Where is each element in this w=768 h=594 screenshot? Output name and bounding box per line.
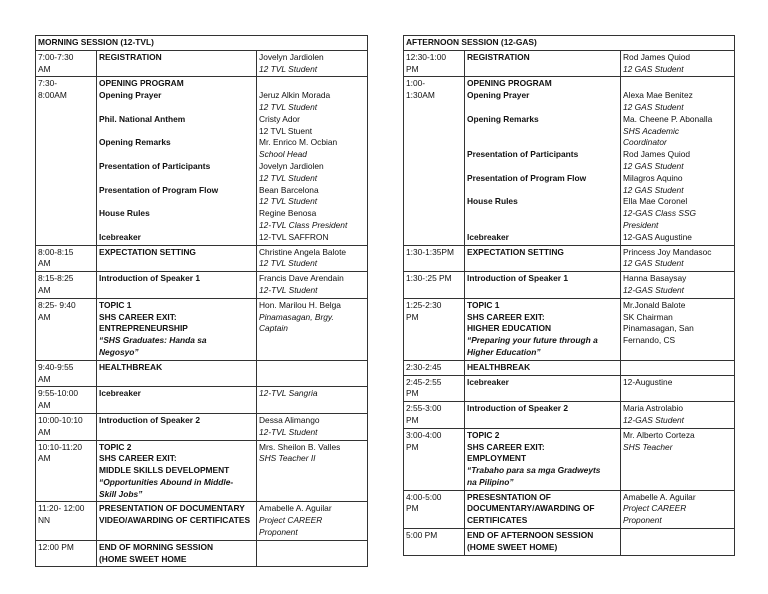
time-cell	[36, 413, 97, 440]
person-text: 12 GAS Student	[623, 101, 684, 112]
time-text: 9:55-10:00	[38, 388, 79, 399]
activity-cell	[465, 50, 621, 77]
activity-text: PRESENTATION OF DOCUMENTARY	[99, 503, 245, 514]
schedule-row	[36, 77, 368, 245]
time-cell	[36, 540, 97, 567]
activity-cell	[97, 440, 257, 502]
activity-text: Introduction of Speaker 1	[467, 273, 568, 284]
activity-text: Higher Education”	[467, 346, 541, 357]
person-text: Francis Dave Arendain	[259, 273, 344, 284]
time-cell	[404, 490, 465, 528]
spacer	[259, 335, 365, 347]
person-cell	[257, 413, 368, 440]
time-text: 11:20- 12:00	[38, 503, 85, 514]
spacer	[467, 161, 618, 173]
time-text: 7:00-7:30	[38, 51, 74, 62]
person-text: Pinamasagan, San	[623, 323, 694, 334]
activity-text: SHS CAREER EXIT:	[99, 453, 177, 464]
morning-session-title: MORNING SESSION (12-TVL)	[36, 36, 368, 51]
activity-text: (HOME SWEET HOME)	[467, 541, 558, 552]
spacer	[259, 489, 365, 501]
time-text: 1:30AM	[406, 90, 435, 101]
activity-cell	[465, 360, 621, 375]
time-text: AM	[38, 284, 51, 295]
schedule-row	[36, 440, 368, 502]
time-text: 2:30-2:45	[406, 361, 442, 372]
schedule-row	[36, 360, 368, 387]
activity-text: Presentation of Program Flow	[99, 184, 219, 195]
person-cell	[257, 245, 368, 272]
activity-text: Icebreaker	[99, 388, 141, 399]
spacer	[467, 137, 618, 149]
person-text: 12-TVL Student	[259, 284, 318, 295]
activity-text: (HOME SWEET HOME	[99, 553, 187, 564]
time-text: PM	[406, 388, 419, 399]
time-text: PM	[406, 63, 419, 74]
schedule-row	[404, 402, 735, 429]
person-text: 12 TVL Student	[259, 258, 318, 269]
time-text: 1:30-1:35PM	[406, 246, 454, 257]
spacer	[259, 477, 365, 489]
person-text: Fernando, CS	[623, 335, 676, 346]
person-cell	[257, 540, 368, 567]
spacer	[99, 64, 254, 76]
person-text: 12-Augustine	[623, 376, 673, 387]
activity-cell	[465, 428, 621, 490]
person-text: Maria Astrolabio	[623, 403, 684, 414]
person-text: Project CAREER	[623, 503, 687, 514]
time-cell	[404, 428, 465, 490]
afternoon-session-title: AFTERNOON SESSION (12-GAS)	[404, 36, 735, 51]
person-text: Amabelle A. Aguilar	[259, 503, 332, 514]
activity-text: TOPIC 1	[99, 299, 132, 310]
activity-text: OPENING PROGRAM	[467, 78, 552, 89]
person-text: 12-GAS Augustine	[623, 231, 692, 242]
person-text: Milagros Aquino	[623, 172, 683, 183]
activity-text: SHS CAREER EXIT:	[467, 311, 545, 322]
spacer	[99, 196, 254, 208]
spacer	[467, 208, 618, 220]
spacer	[99, 285, 254, 297]
person-text: Project CAREER	[259, 515, 323, 526]
person-text: 12 GAS Student	[623, 63, 684, 74]
afternoon-rows	[404, 50, 735, 555]
person-cell	[621, 428, 735, 490]
activity-text: SHS CAREER EXIT:	[467, 441, 545, 452]
spacer	[259, 465, 365, 477]
activity-cell	[97, 245, 257, 272]
person-text: Jovelyn Jardiolen	[259, 160, 324, 171]
activity-cell	[465, 375, 621, 402]
person-cell	[621, 50, 735, 77]
activity-text: MIDDLE SKILLS DEVELOPMENT	[99, 465, 230, 476]
activity-text: Phil. National Anthem	[99, 113, 186, 124]
time-cell	[404, 77, 465, 245]
spacer	[259, 554, 365, 566]
time-text: 8:00-8:15	[38, 246, 74, 257]
person-text: 12 GAS Student	[623, 184, 684, 195]
spacer	[259, 347, 365, 359]
time-cell	[404, 529, 465, 556]
person-text: Jovelyn Jardiolen	[259, 51, 324, 62]
person-cell	[621, 77, 735, 245]
person-text: 12 TVL Student	[259, 63, 318, 74]
activity-text: OPENING PROGRAM	[99, 78, 184, 89]
activity-cell	[97, 413, 257, 440]
spacer	[467, 415, 618, 427]
person-text: 12 TVL Student	[259, 196, 318, 207]
time-text: 10:00-10:10	[38, 414, 83, 425]
time-text: NN	[38, 515, 51, 526]
morning-session-table	[35, 35, 368, 567]
spacer	[99, 527, 254, 539]
time-cell	[36, 360, 97, 387]
spacer	[623, 453, 732, 465]
time-text: 9:40-9:55	[38, 361, 74, 372]
person-text: 12 GAS Student	[623, 258, 684, 269]
activity-text: Opening Remarks	[99, 137, 171, 148]
activity-cell	[97, 502, 257, 540]
person-text	[259, 78, 365, 90]
schedule-row	[404, 529, 735, 556]
person-text: Pinamasagan, Brgy.	[259, 311, 334, 322]
time-text: 5:00 PM	[406, 530, 438, 541]
person-text: Ma. Cheene P. Abonalla	[623, 113, 713, 124]
time-text: PM	[406, 414, 419, 425]
person-cell	[621, 375, 735, 402]
time-text: AM	[38, 258, 51, 269]
spacer	[623, 477, 732, 489]
activity-cell	[465, 77, 621, 245]
activity-cell	[97, 298, 257, 360]
time-cell	[404, 402, 465, 429]
person-text: Mr. Enrico M. Ocbian	[259, 137, 338, 148]
person-cell	[257, 298, 368, 360]
person-text: Coordinator	[623, 137, 667, 148]
schedule-row	[404, 298, 735, 360]
time-cell	[36, 502, 97, 540]
spacer	[467, 126, 618, 138]
activity-text: Presentation of Participants	[99, 160, 211, 171]
person-cell	[621, 402, 735, 429]
activity-text: Opening Prayer	[99, 90, 162, 101]
activity-text: Presentation of Participants	[467, 149, 579, 160]
spacer	[623, 542, 732, 554]
activity-text: Opening Prayer	[467, 90, 530, 101]
spacer	[467, 64, 618, 76]
time-text: 3:00-4:00	[406, 429, 442, 440]
activity-text: Opening Remarks	[467, 113, 539, 124]
time-text: 2:45-2:55	[406, 376, 442, 387]
schedule-row	[36, 50, 368, 77]
activity-text: HIGHER EDUCATION	[467, 323, 552, 334]
activity-cell	[97, 540, 257, 567]
person-cell	[257, 387, 368, 414]
person-text: School Head	[259, 149, 307, 160]
time-text: 10:10-11:20	[38, 441, 83, 452]
schedule-row	[404, 360, 735, 375]
activity-text: “Trabaho para sa mga Gradweyts	[467, 465, 601, 476]
time-cell	[404, 50, 465, 77]
spacer	[467, 285, 618, 297]
schedule-row	[36, 387, 368, 414]
schedule-row	[404, 272, 735, 299]
time-text: 1:00-	[406, 78, 426, 89]
time-text: AM	[38, 311, 51, 322]
afternoon-session-table	[403, 35, 735, 556]
time-text: PM	[406, 441, 419, 452]
time-text: 1:25-2:30	[406, 299, 442, 310]
person-text: Hanna Basaysay	[623, 273, 687, 284]
activity-text: “SHS Graduates: Handa sa	[99, 335, 207, 346]
time-text: 2:55-3:00	[406, 403, 442, 414]
person-text: Proponent	[259, 527, 298, 538]
spacer	[623, 347, 732, 359]
schedule-row	[404, 428, 735, 490]
activity-cell	[97, 50, 257, 77]
activity-cell	[97, 360, 257, 387]
activity-text: END OF AFTERNOON SESSION	[467, 530, 594, 541]
person-text: 12 TVL Student	[259, 101, 318, 112]
schedule-row	[404, 50, 735, 77]
activity-text: Skill Jobs”	[99, 488, 143, 499]
person-text: Princess Joy Mandasoc	[623, 246, 712, 257]
activity-cell	[465, 245, 621, 272]
activity-text: HEALTHBREAK	[99, 361, 163, 372]
spacer	[467, 258, 618, 270]
activity-text: “Opportunities Abound in Middle-	[99, 476, 234, 487]
person-text	[623, 78, 732, 90]
person-text: 12-GAS Class SSG	[623, 208, 697, 219]
schedule-row	[36, 272, 368, 299]
person-text: Mrs. Sheilon B. Valles	[259, 441, 341, 452]
person-text: SHS Teacher	[623, 441, 673, 452]
activity-text: EXPECTATION SETTING	[467, 246, 564, 257]
person-text: Rod James Quiod	[623, 51, 691, 62]
time-text: PM	[406, 311, 419, 322]
person-cell	[621, 529, 735, 556]
person-text: SHS Academic	[623, 125, 680, 136]
person-text: Hon. Marilou H. Belga	[259, 299, 341, 310]
schedule-row	[36, 245, 368, 272]
activity-text: REGISTRATION	[99, 51, 162, 62]
time-text: 8:25- 9:40	[38, 299, 76, 310]
activity-text: Introduction of Speaker 2	[99, 414, 200, 425]
person-text: Mr.Jonald Balote	[623, 299, 686, 310]
person-text: SHS Teacher II	[259, 453, 316, 464]
time-cell	[36, 298, 97, 360]
spacer	[99, 102, 254, 114]
person-text: 12-TVL Class President	[259, 219, 348, 230]
activity-text: END OF MORNING SESSION	[99, 541, 214, 552]
activity-text: CERTIFICATES	[467, 515, 528, 526]
activity-cell	[465, 272, 621, 299]
person-text: Rod James Quiod	[623, 149, 691, 160]
activity-cell	[97, 77, 257, 245]
activity-text: House Rules	[467, 196, 518, 207]
schedule-row	[404, 245, 735, 272]
person-text: Mr. Alberto Corteza	[623, 429, 695, 440]
activity-text: TOPIC 2	[99, 441, 132, 452]
person-text: 12-TVL Sangria	[259, 388, 318, 399]
time-text: AM	[38, 400, 51, 411]
activity-cell	[465, 529, 621, 556]
person-text: Jeruz Alkin Morada	[259, 90, 331, 101]
person-text: 12-TVL SAFFRON	[259, 231, 329, 242]
activity-text: Introduction of Speaker 1	[99, 273, 200, 284]
person-text: Alexa Mae Benitez	[623, 90, 693, 101]
person-cell	[257, 77, 368, 245]
activity-cell	[465, 402, 621, 429]
spacer	[99, 173, 254, 185]
person-text: 12-GAS Student	[623, 414, 684, 425]
person-text: Ella Mae Coronel	[623, 196, 688, 207]
person-cell	[257, 440, 368, 502]
schedule-row	[36, 413, 368, 440]
activity-text: na Pilipino”	[467, 476, 514, 487]
time-text: 8:00AM	[38, 90, 67, 101]
spacer	[99, 220, 254, 232]
activity-text: TOPIC 1	[467, 299, 500, 310]
person-text: 12-GAS Student	[623, 284, 684, 295]
time-text: AM	[38, 373, 51, 384]
spacer	[99, 427, 254, 439]
activity-text: REGISTRATION	[467, 51, 530, 62]
activity-cell	[465, 298, 621, 360]
schedule-row	[36, 298, 368, 360]
time-text: 12:30-1:00	[406, 51, 447, 62]
person-cell	[621, 490, 735, 528]
activity-text: “Preparing your future through a	[467, 335, 598, 346]
activity-text: DOCUMENTARY/AWARDING OF	[467, 503, 595, 514]
person-text: Cristy Ador	[259, 113, 300, 124]
spacer	[467, 185, 618, 197]
time-text: AM	[38, 63, 51, 74]
spacer	[623, 465, 732, 477]
person-text: Amabelle A. Aguilar	[623, 491, 696, 502]
time-cell	[404, 298, 465, 360]
session-header-row	[36, 36, 368, 51]
activity-text: Negosyo”	[99, 346, 139, 357]
person-text: Bean Barcelona	[259, 184, 319, 195]
activity-text: EXPECTATION SETTING	[99, 246, 196, 257]
person-cell	[257, 272, 368, 299]
schedule-row	[404, 77, 735, 245]
activity-text: Icebreaker	[467, 376, 509, 387]
person-text: 12 TVL Stuent	[259, 125, 313, 136]
activity-text: Presentation of Program Flow	[467, 172, 587, 183]
activity-text: Icebreaker	[99, 231, 141, 242]
time-cell	[404, 360, 465, 375]
activity-text: Introduction of Speaker 2	[467, 403, 568, 414]
person-cell	[621, 272, 735, 299]
activity-text: ENTREPRENEURSHIP	[99, 323, 188, 334]
schedule-row	[36, 502, 368, 540]
person-cell	[621, 298, 735, 360]
morning-rows	[36, 50, 368, 567]
session-header-row	[404, 36, 735, 51]
person-text: Proponent	[623, 515, 662, 526]
time-text: PM	[406, 503, 419, 514]
activity-text: PRESESNTATION OF	[467, 491, 551, 502]
activity-text: EMPLOYMENT	[467, 453, 527, 464]
person-text	[259, 542, 365, 554]
time-cell	[404, 245, 465, 272]
time-cell	[36, 387, 97, 414]
person-text: 12 TVL Student	[259, 172, 318, 183]
person-text	[259, 362, 365, 374]
time-cell	[36, 272, 97, 299]
schedule-row	[36, 540, 368, 567]
time-text: 7:30-	[38, 78, 58, 89]
spacer	[99, 126, 254, 138]
spacer	[467, 220, 618, 232]
person-text: Captain	[259, 323, 288, 334]
person-cell	[621, 245, 735, 272]
activity-text: TOPIC 2	[467, 429, 500, 440]
person-text: Regine Benosa	[259, 208, 317, 219]
person-text	[623, 362, 732, 374]
activity-text: House Rules	[99, 208, 150, 219]
time-text: AM	[38, 426, 51, 437]
time-text: 8:15-8:25	[38, 273, 74, 284]
person-text: 12-TVL Student	[259, 426, 318, 437]
activity-text: VIDEO/AWARDING OF CERTIFICATES	[99, 515, 251, 526]
time-cell	[36, 440, 97, 502]
time-cell	[404, 375, 465, 402]
time-cell	[36, 245, 97, 272]
activity-text: Icebreaker	[467, 231, 509, 242]
time-text: AM	[38, 453, 51, 464]
activity-cell	[97, 387, 257, 414]
time-text: 1:30-:25 PM	[406, 273, 452, 284]
person-text: Christine Angela Balote	[259, 246, 347, 257]
schedule-row	[404, 375, 735, 402]
person-cell	[257, 360, 368, 387]
person-text: President	[623, 219, 659, 230]
person-cell	[621, 360, 735, 375]
activity-cell	[97, 272, 257, 299]
activity-text: SHS CAREER EXIT:	[99, 311, 177, 322]
person-text	[623, 530, 732, 542]
time-text: 4:00-5:00	[406, 491, 442, 502]
time-cell	[36, 50, 97, 77]
person-text: SK Chairman	[623, 311, 673, 322]
time-text: 12:00 PM	[38, 541, 74, 552]
person-text: 12 GAS Student	[623, 160, 684, 171]
person-text: Dessa Alimango	[259, 414, 320, 425]
schedule-row	[404, 490, 735, 528]
person-cell	[257, 502, 368, 540]
time-cell	[36, 77, 97, 245]
activity-text: HEALTHBREAK	[467, 361, 531, 372]
spacer	[99, 258, 254, 270]
person-cell	[257, 50, 368, 77]
spacer	[99, 149, 254, 161]
time-cell	[404, 272, 465, 299]
activity-cell	[465, 490, 621, 528]
spacer	[467, 102, 618, 114]
